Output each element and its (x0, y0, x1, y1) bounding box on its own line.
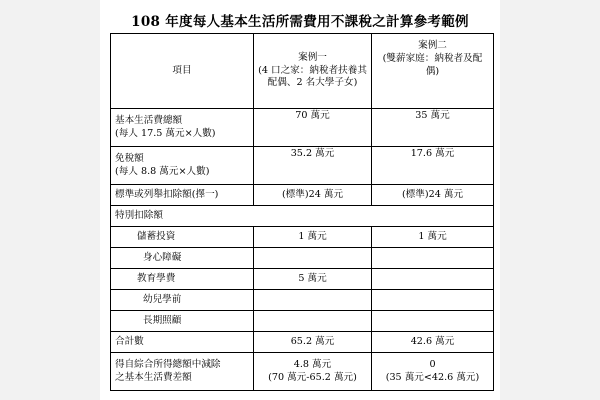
basic-total-label-2: (每人 17.5 萬元×人數) (115, 127, 216, 139)
exemption-label (111, 147, 254, 185)
std-deduction-case1: (標準)24 萬元 (254, 185, 372, 206)
tuition-case1: 5 萬元 (254, 269, 372, 290)
basic-total-case1: 70 萬元 (254, 109, 372, 147)
total-case1: 65.2 萬元 (254, 332, 372, 353)
deductible-case2 (372, 353, 494, 391)
longterm-case2 (372, 311, 494, 332)
row-preschool (111, 290, 494, 311)
header-case2 (372, 34, 494, 109)
row-special-deduction (111, 206, 494, 227)
right-margin (500, 0, 600, 400)
savings-label: 儲蓄投資 (111, 227, 254, 248)
exemption-case1: 35.2 萬元 (254, 147, 372, 185)
preschool-case2 (372, 290, 494, 311)
deductible-case1-formula: (70 萬元-65.2 萬元) (268, 371, 357, 383)
case2-desc: (雙薪家庭：納稅者及配偶) (382, 52, 483, 77)
tuition-label: 教育學費 (111, 269, 254, 290)
basic-total-case2: 35 萬元 (372, 109, 494, 147)
deductible-label-1: 得自綜合所得總額中減除 (115, 358, 221, 370)
longterm-label: 長期照顧 (111, 311, 254, 332)
total-label: 合計數 (111, 332, 254, 353)
row-disability (111, 248, 494, 269)
header-item: 項目 (111, 34, 254, 109)
case1-title: 案例一 (298, 51, 327, 63)
row-basic-total (111, 109, 494, 147)
calculation-table (110, 33, 494, 391)
exemption-case2: 17.6 萬元 (372, 147, 494, 185)
case1-desc: (4 口之家：納稅者扶養其配偶、2 名大學子女) (258, 64, 367, 89)
total-case2: 42.6 萬元 (372, 332, 494, 353)
row-exemption (111, 147, 494, 185)
savings-case2: 1 萬元 (372, 227, 494, 248)
preschool-label: 幼兒學前 (111, 290, 254, 311)
deductible-case2-formula: (35 萬元<42.6 萬元) (385, 371, 480, 383)
disability-label: 身心障礙 (111, 248, 254, 269)
special-deduction-label: 特別扣除額 (111, 206, 494, 227)
std-deduction-case2: (標準)24 萬元 (372, 185, 494, 206)
header-case1 (254, 34, 372, 109)
exemption-label-2: (每人 8.8 萬元×人數) (115, 165, 210, 177)
preschool-case1 (254, 290, 372, 311)
document-title: 108 年度每人基本生活所需費用不課稅之計算參考範例 (131, 14, 469, 30)
row-tuition (111, 269, 494, 290)
row-total (111, 332, 494, 353)
row-deductible (111, 353, 494, 391)
row-std-deduction (111, 185, 494, 206)
deductible-case1 (254, 353, 372, 391)
left-margin (0, 0, 100, 400)
deductible-case2-value: 0 (429, 358, 436, 370)
row-longterm (111, 311, 494, 332)
deductible-label (111, 353, 254, 391)
deductible-label-2: 之基本生活費差額 (115, 371, 192, 383)
deductible-case1-value: 4.8 萬元 (293, 358, 332, 370)
disability-case1 (254, 248, 372, 269)
tuition-case2 (372, 269, 494, 290)
exemption-label-1: 免稅額 (115, 152, 144, 164)
row-savings (111, 227, 494, 248)
basic-total-label-1: 基本生活費總額 (115, 114, 183, 126)
disability-case2 (372, 248, 494, 269)
savings-case1: 1 萬元 (254, 227, 372, 248)
std-deduction-label: 標準或列舉扣除額(擇一) (111, 185, 254, 206)
longterm-case1 (254, 311, 372, 332)
basic-total-label (111, 109, 254, 147)
header-row (111, 34, 494, 109)
case2-title: 案例二 (418, 40, 447, 51)
